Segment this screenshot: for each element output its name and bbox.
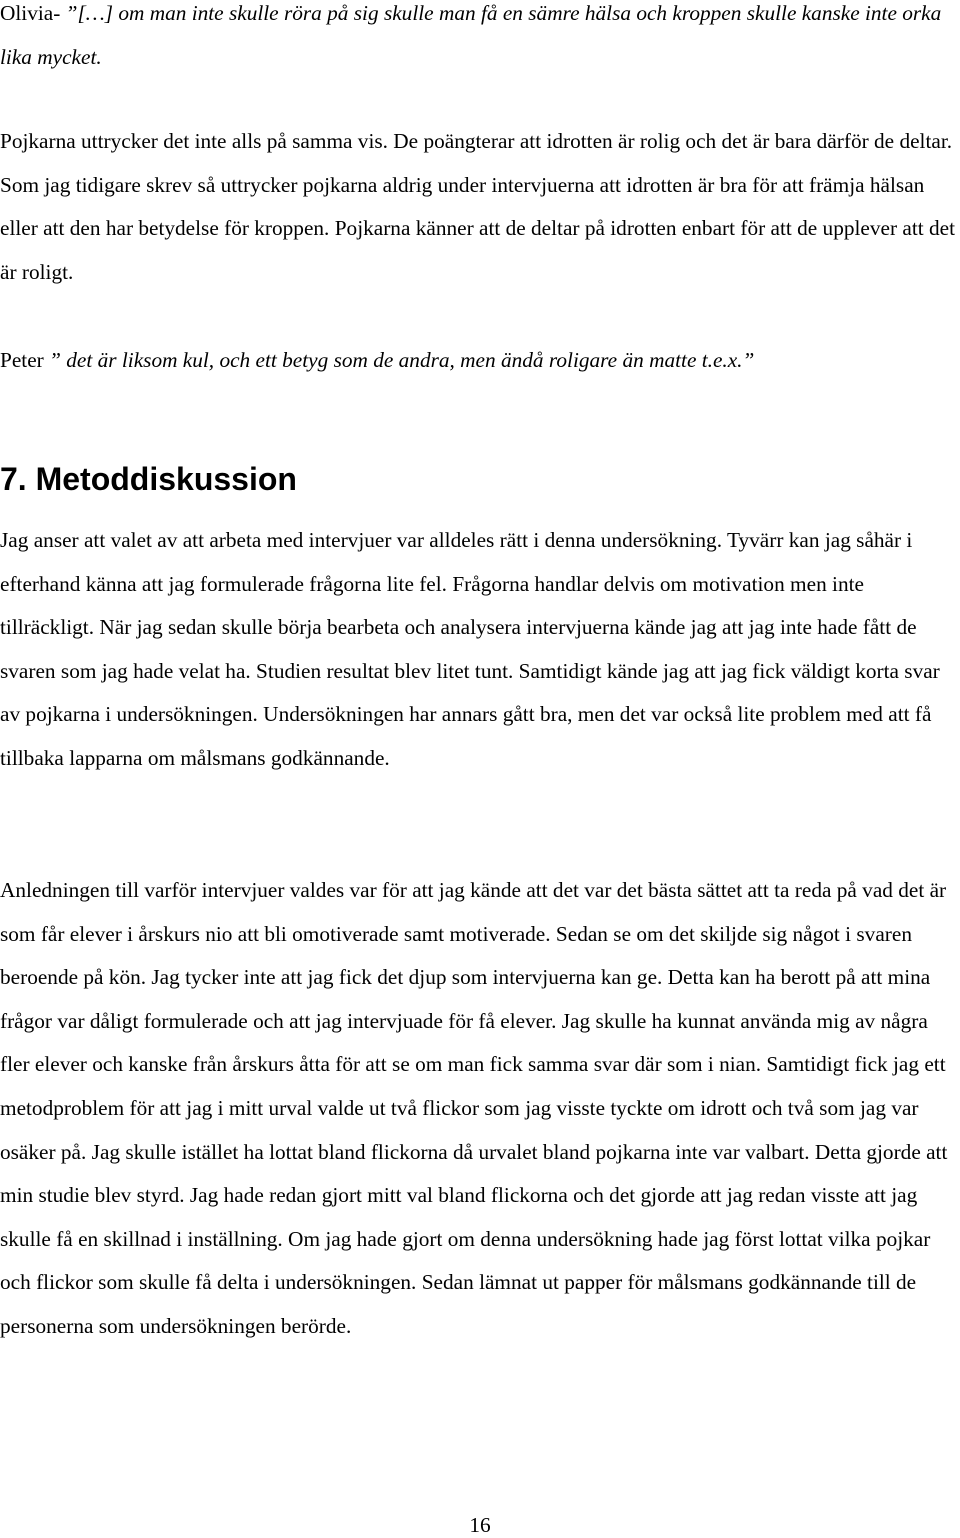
- section-heading: 7. Metoddiskussion: [0, 461, 297, 497]
- quote-text-olivia: ”[…] om man inte skulle röra på sig skulle man få en sämre hälsa och kroppen skulle kanske inte orka lika mycket.: [0, 1, 942, 69]
- quote-speaker-peter: Peter: [0, 348, 50, 372]
- page-number: 16: [469, 1513, 491, 1537]
- paragraph-boys: Pojkarna uttrycker det inte alls på samma vis. De poängterar att idrotten är rolig och det är bara därför de deltar. Som jag tidigare skrev så uttrycker pojkarna aldrig under intervjuerna att idrotten är bra för att främja hälsan eller att den har betydelse för kroppen. Pojkarna känner att de deltar på idrotten enbart för att de upplever att det är roligt.: [0, 129, 956, 284]
- paragraph-method-1: Jag anser att valet av att arbeta med intervjuer var alldeles rätt i denna undersökning. Tyvärr kan jag såhär i efterhand känna att jag formulerade frågorna lite fel. Frågorna handlar delvis om motivation men inte tillräckligt. När jag sedan skulle börja bearbeta och analysera intervjuerna kände jag att jag inte hade fått de svaren som jag hade velat ha. Studien resultat blev litet tunt. Samtidigt kände jag att jag fick väldigt korta svar av pojkarna i undersökningen. Undersökningen har annars gått bra, men det var också lite problem med att få tillbaka lapparna om målsmans godkännande.: [0, 528, 940, 770]
- paragraph-method-2: Anledningen till varför intervjuer valdes var för att jag kände att det var det bästa sättet att ta reda på vad det är som får elever i årskurs nio att bli omotiverade samt motiverade. Sedan se om det skiljde sig något i svaren beroende på kön. Jag tycker inte att jag fick det djup som intervjuerna kan ge. Detta kan ha berott på att mina frågor var dåligt formulerade och att jag intervjuade för få elever. Jag skulle ha kunnat använda mig av några fler elever och kanske från årskurs åtta för att se om man fick samma svar där som i nian. Samtidigt fick jag ett metodproblem för att jag i mitt urval valde ut två flickor som jag visste tyckte om idrott och två som jag var osäker på. Jag skulle istället ha lottat bland flickorna då urvalet bland pojkarna inte var valbart. Detta gjorde att min studie blev styrd. Jag hade redan gjort mitt val bland flickorna och det gjorde att jag redan visste att jag skulle få en skillnad i inställning. Om jag hade gjort om denna undersökning hade jag först lottat vilka pojkar och flickor som skulle få delta i undersökningen. Sedan lämnat ut papper för målsmans godkännande till de personerna som undersökningen berörde.: [0, 878, 948, 1338]
- quote-peter: [0, 339, 960, 383]
- quote-olivia: [0, 0, 960, 79]
- quote-text-peter: ” det är liksom kul, och ett betyg som de andra, men ändå roligare än matte t.e.x.”: [49, 348, 755, 372]
- quote-speaker-olivia: Olivia-: [0, 1, 66, 25]
